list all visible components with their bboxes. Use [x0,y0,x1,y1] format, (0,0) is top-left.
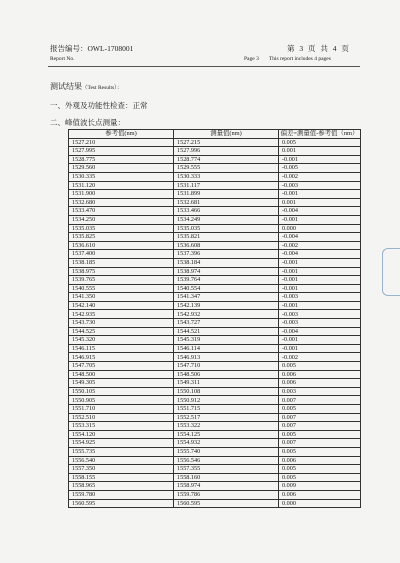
deviation-cell: 0.006 [279,370,361,379]
deviation-cell: -0.001 [279,301,361,310]
deviation-cell: -0.002 [279,353,361,362]
table-row [69,181,361,190]
deviation-cell: -0.004 [279,250,361,259]
reference-cell: 1557.350 [69,465,174,474]
table-row [69,362,361,371]
reference-cell: 1544.525 [69,327,174,336]
deviation-cell: 0.005 [279,465,361,474]
measured-cell: 1535.821 [174,233,279,242]
deviation-cell: -0.004 [279,233,361,242]
reference-cell: 1550.105 [69,387,174,396]
reference-cell: 1552.510 [69,413,174,422]
measured-cell: 1539.764 [174,276,279,285]
reference-cell: 1543.730 [69,319,174,328]
table-row [69,190,361,199]
table-row [69,301,361,310]
deviation-cell: -0.001 [279,284,361,293]
reference-cell: 1555.735 [69,447,174,456]
deviation-cell: 0.007 [279,439,361,448]
reference-cell: 1530.335 [69,172,174,181]
measured-cell: 1560.595 [174,499,279,508]
deviation-cell: -0.003 [279,319,361,328]
table-row [69,147,361,156]
page-indicator-en [244,56,341,62]
measured-cell: 1557.355 [174,465,279,474]
deviation-cell: 0.005 [279,430,361,439]
deviation-cell: -0.001 [279,344,361,353]
report-number: 报告编号：OWL-1708001 [50,44,134,53]
reference-cell: 1558.155 [69,473,174,482]
measured-cell: 1535.035 [174,224,279,233]
table-row [69,172,361,181]
table-row [69,207,361,216]
reference-cell: 1528.775 [69,155,174,164]
deviation-cell: -0.001 [279,190,361,199]
deviation-cell: 0.001 [279,147,361,156]
table-row [69,422,361,431]
measured-cell: 1538.974 [174,267,279,276]
measured-cell: 1553.322 [174,422,279,431]
measured-cell: 1556.546 [174,456,279,465]
measured-cell: 1544.521 [174,327,279,336]
deviation-cell: -0.004 [279,207,361,216]
table-row [69,482,361,491]
measured-cell: 1554.932 [174,439,279,448]
measured-cell: 1543.727 [174,319,279,328]
page-number-en: Page 3 [244,56,259,62]
deviation-cell: 0.005 [279,138,361,147]
measured-cell: 1534.249 [174,215,279,224]
reference-cell: 1550.905 [69,396,174,405]
table-row [69,224,361,233]
table-row [69,319,361,328]
deviation-cell: 0.009 [279,482,361,491]
deviation-cell: -0.005 [279,164,361,173]
table-header-row [69,130,361,139]
measured-cell: 1532.681 [174,198,279,207]
table-body [69,138,361,508]
page-indicator-cn: 第 3 页 共 4 页 [287,44,349,53]
table-row [69,233,361,242]
table-row [69,344,361,353]
measured-cell: 1547.710 [174,362,279,371]
deviation-cell: 0.003 [279,387,361,396]
table-row [69,465,361,474]
table-row [69,258,361,267]
page-total-en: This report includes 4 pages [268,56,331,62]
measured-cell: 1537.396 [174,250,279,259]
column-header-measured: 测量值(nm) [174,130,279,139]
reference-cell: 1546.115 [69,344,174,353]
deviation-cell: -0.001 [279,336,361,345]
measured-cell: 1533.466 [174,207,279,216]
measured-cell: 1531.117 [174,181,279,190]
table-row [69,336,361,345]
section-title [50,81,122,92]
reference-cell: 1531.120 [69,181,174,190]
deviation-cell: -0.001 [279,276,361,285]
deviation-cell: 0.001 [279,198,361,207]
column-header-reference: 参考值(nm) [69,130,174,139]
table-row [69,413,361,422]
table-row [69,473,361,482]
reference-cell: 1527.995 [69,147,174,156]
measured-cell: 1540.554 [174,284,279,293]
measured-cell: 1549.311 [174,379,279,388]
measured-cell: 1546.114 [174,344,279,353]
measured-cell: 1531.899 [174,190,279,199]
table-row [69,353,361,362]
deviation-cell: 0.007 [279,413,361,422]
reference-cell: 1535.035 [69,224,174,233]
deviation-cell: -0.002 [279,241,361,250]
section-title-cn: 测试结果 [50,82,82,91]
appearance-check-line: 一、外观及功能性检查：正常 [50,101,148,110]
table-row [69,155,361,164]
measured-cell: 1548.506 [174,370,279,379]
measured-cell: 1545.319 [174,336,279,345]
table-row [69,215,361,224]
reference-cell: 1546.915 [69,353,174,362]
measured-cell: 1550.108 [174,387,279,396]
wavelength-table [68,129,361,508]
table-row [69,198,361,207]
table-row [69,490,361,499]
measured-cell: 1530.333 [174,172,279,181]
table-row [69,456,361,465]
deviation-cell: 0.007 [279,396,361,405]
measured-cell: 1555.740 [174,447,279,456]
seal-stamp [382,248,400,296]
deviation-cell: -0.003 [279,310,361,319]
reference-cell: 1540.555 [69,284,174,293]
reference-cell: 1538.975 [69,267,174,276]
reference-cell: 1548.500 [69,370,174,379]
table-row [69,379,361,388]
deviation-cell: 0.005 [279,362,361,371]
deviation-cell: 0.006 [279,379,361,388]
report-number-label-en: Report No. [50,56,75,62]
reference-cell: 1532.680 [69,198,174,207]
reference-cell: 1542.935 [69,310,174,319]
measured-cell: 1529.555 [174,164,279,173]
header-divider [48,66,360,67]
table-row [69,310,361,319]
measured-cell: 1542.932 [174,310,279,319]
deviation-cell: 0.005 [279,473,361,482]
reference-cell: 1531.900 [69,190,174,199]
deviation-cell: 0.007 [279,422,361,431]
deviation-cell: 0.005 [279,405,361,414]
deviation-cell: -0.003 [279,293,361,302]
deviation-cell: 0.000 [279,499,361,508]
reference-cell: 1534.250 [69,215,174,224]
table-row [69,430,361,439]
measured-cell: 1536.608 [174,241,279,250]
reference-cell: 1542.140 [69,301,174,310]
measured-cell: 1527.996 [174,147,279,156]
table-row [69,499,361,508]
measured-cell: 1546.913 [174,353,279,362]
table-row [69,396,361,405]
deviation-cell: -0.001 [279,267,361,276]
deviation-cell: 0.000 [279,224,361,233]
reference-cell: 1554.925 [69,439,174,448]
reference-cell: 1553.315 [69,422,174,431]
reference-cell: 1535.825 [69,233,174,242]
measured-cell: 1558.974 [174,482,279,491]
measured-cell: 1559.786 [174,490,279,499]
table-row [69,284,361,293]
deviation-cell: -0.002 [279,172,361,181]
deviation-cell: 0.006 [279,490,361,499]
reference-cell: 1559.780 [69,490,174,499]
table-row [69,439,361,448]
table-row [69,370,361,379]
deviation-cell: -0.003 [279,181,361,190]
table-row [69,387,361,396]
reference-cell: 1554.120 [69,430,174,439]
deviation-cell: -0.004 [279,327,361,336]
reference-cell: 1549.305 [69,379,174,388]
table-row [69,250,361,259]
measured-cell: 1551.715 [174,405,279,414]
reference-cell: 1529.560 [69,164,174,173]
measured-cell: 1538.184 [174,258,279,267]
measured-cell: 1550.912 [174,396,279,405]
reference-cell: 1539.765 [69,276,174,285]
deviation-cell: -0.001 [279,155,361,164]
table-row [69,138,361,147]
reference-cell: 1536.610 [69,241,174,250]
reference-cell: 1556.540 [69,456,174,465]
reference-cell: 1545.320 [69,336,174,345]
measured-cell: 1527.215 [174,138,279,147]
table-row [69,293,361,302]
measured-cell: 1528.774 [174,155,279,164]
table-row [69,267,361,276]
reference-cell: 1533.470 [69,207,174,216]
table-row [69,164,361,173]
wavelength-measurement-heading: 二、峰值波长点测量： [50,118,125,127]
measured-cell: 1554.125 [174,430,279,439]
reference-cell: 1547.705 [69,362,174,371]
reference-cell: 1538.185 [69,258,174,267]
reference-cell: 1558.965 [69,482,174,491]
section-title-en: （Test Results）： [82,85,123,91]
reference-cell: 1537.400 [69,250,174,259]
deviation-cell: -0.001 [279,215,361,224]
measured-cell: 1541.347 [174,293,279,302]
reference-cell: 1551.710 [69,405,174,414]
measured-cell: 1552.517 [174,413,279,422]
reference-cell: 1541.350 [69,293,174,302]
measured-cell: 1558.160 [174,473,279,482]
reference-cell: 1527.210 [69,138,174,147]
deviation-cell: 0.006 [279,456,361,465]
column-header-deviation: 偏差=测量值-参考值（nm） [279,130,361,139]
deviation-cell: 0.005 [279,447,361,456]
table-row [69,405,361,414]
table-row [69,447,361,456]
deviation-cell: -0.001 [279,258,361,267]
table-row [69,327,361,336]
measured-cell: 1542.139 [174,301,279,310]
table-row [69,241,361,250]
table-row [69,276,361,285]
reference-cell: 1560.595 [69,499,174,508]
